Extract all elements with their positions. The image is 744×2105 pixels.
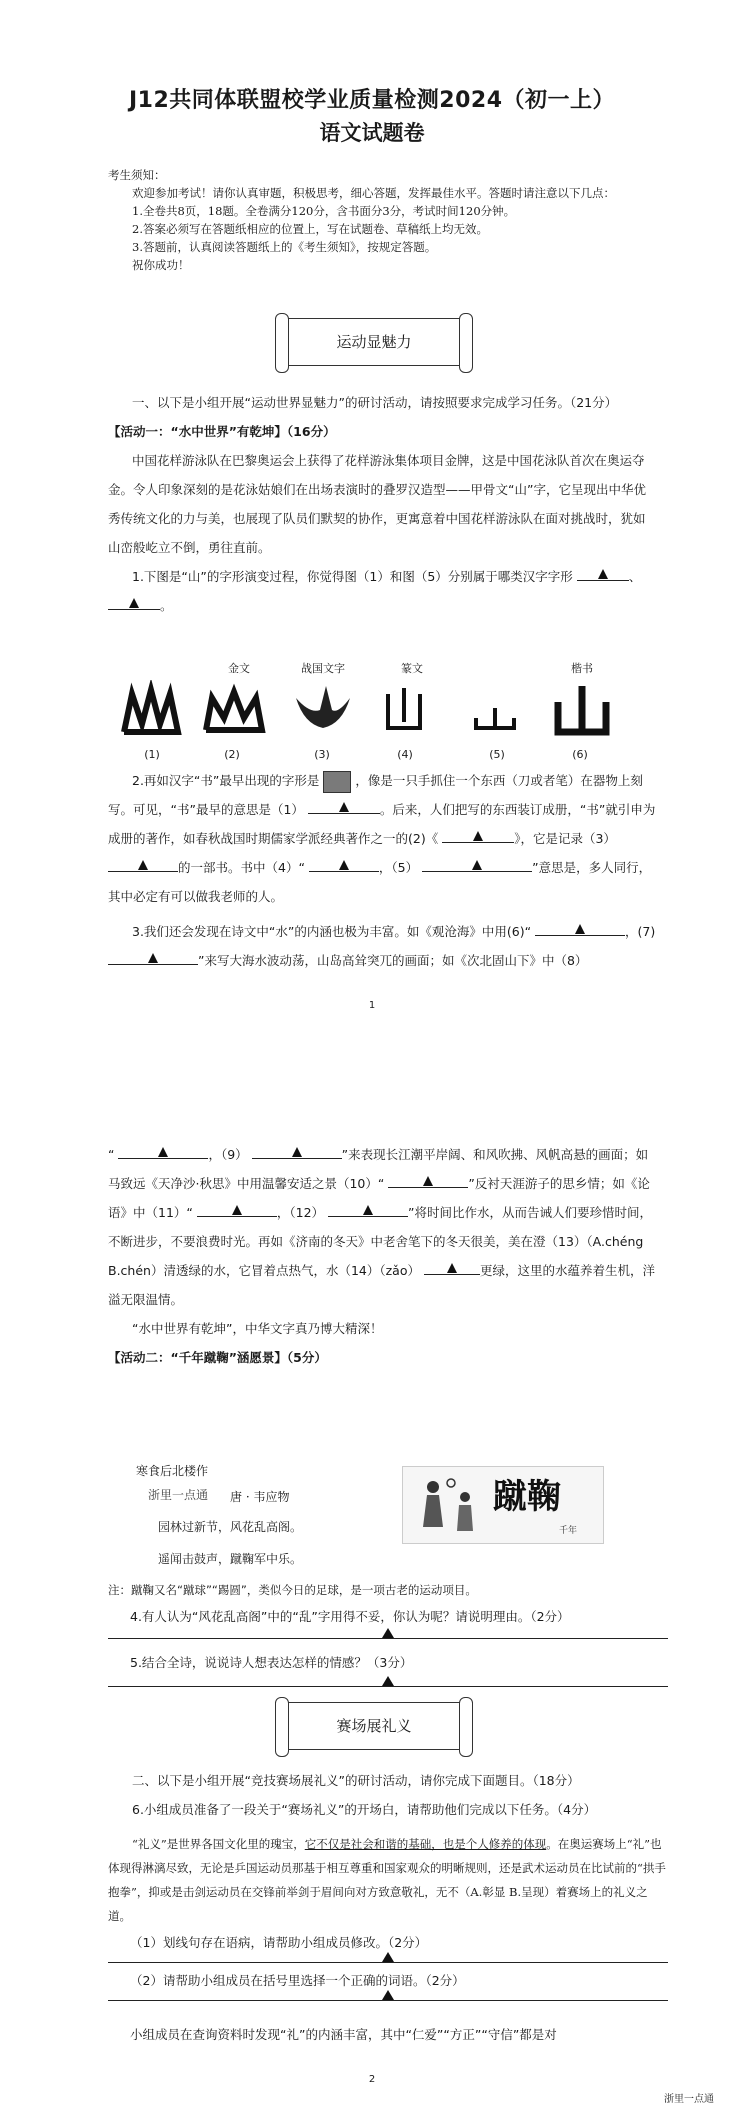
answer-blank[interactable]: [424, 1260, 480, 1275]
answer-blank[interactable]: [388, 1173, 468, 1188]
question-2-3: [108, 766, 656, 975]
answer-marker-icon: [363, 1205, 373, 1215]
notice-block: [108, 166, 668, 274]
notice-intro: 欢迎参加考试！请你认真审题，积极思考，细心答题，发挥最佳水平。答题时请注意以下几点：: [132, 186, 615, 200]
poem-author: 唐 · 韦应物: [230, 1490, 290, 1504]
answer-blank[interactable]: [328, 1202, 408, 1217]
section2-intro: 二、以下是小组开展“竞技赛场展礼义”的研讨活动，请你完成下面题目。（18分）: [132, 1773, 580, 1788]
answer-blank[interactable]: [108, 595, 160, 610]
page-number: 1: [368, 1000, 376, 1011]
answer-marker-icon: [158, 1147, 168, 1157]
answer-marker-icon: [292, 1147, 302, 1157]
poem-note: 注：蹴鞠又名“蹴球”“踢圆”，类似今日的足球，是一项古老的运动项目。: [108, 1583, 477, 1597]
underlined-sentence: 它不仅是社会和谐的基础，也是个人修养的体现: [304, 1837, 547, 1851]
painting-caption: 千年: [559, 1526, 578, 1536]
notice-heading: 考生须知：: [108, 168, 166, 182]
poem-line: 遥闻击鼓声，蹴鞠军中乐。: [158, 1552, 303, 1566]
opening-speech: “礼义”是世界各国文化里的瑰宝，它不仅是社会和谐的基础，也是个人修养的体现。在奥运赛场上“礼”也体现得淋漓尽致，无论是乒国运动员那基于相互尊重和国家观众的明晰规则，还是武术运动员在比试前的“拱手抱拳”，抑或是击剑运动员在交锋前举剑于眉间向对方致意敬礼，无不（A.彰显 B.呈现）着赛场上的礼义之道。: [108, 1837, 666, 1923]
answer-marker-icon: [382, 1952, 394, 1962]
answer-marker-icon: [382, 1676, 394, 1686]
answer-marker-icon: [472, 860, 482, 870]
question-1: 1.下图是“山”的字形演变过程，你觉得图（1）和图（5）分别属于哪类汉字字形 、 。: [108, 562, 656, 620]
glyph-number: (4): [397, 748, 413, 761]
answer-line[interactable]: [108, 1638, 668, 1639]
section1-body: [108, 388, 656, 620]
poem-line: 园林过新节，风花乱高阁。: [158, 1520, 303, 1534]
answer-marker-icon: [382, 1628, 394, 1638]
answer-blank[interactable]: [422, 857, 532, 872]
closing-line: “水中世界有乾坤”，中华文字真乃博大精深！: [132, 1321, 383, 1336]
answer-marker-icon: [339, 860, 349, 870]
answer-marker-icon: [339, 802, 349, 812]
glyph-number: (6): [572, 748, 588, 761]
answer-blank[interactable]: [252, 1144, 342, 1159]
footer-watermark: 浙里一点通: [664, 2094, 714, 2105]
question-5: 5.结合全诗，说说诗人想表达怎样的情感？（3分）: [130, 1655, 413, 1670]
answer-blank[interactable]: [108, 950, 198, 965]
shan-glyph-3-icon: [296, 686, 350, 728]
glyph-label: 金文: [228, 662, 250, 675]
shan-glyph-1-icon: [124, 690, 178, 732]
cuju-painting: [402, 1466, 604, 1544]
answer-blank[interactable]: [577, 566, 629, 581]
answer-blank[interactable]: [108, 857, 178, 872]
shan-glyph-5-icon: [476, 708, 514, 728]
shan-glyph-evolution: [118, 680, 638, 740]
question-1-text: 1.下图是“山”的字形演变过程，你觉得图（1）和图（5）分别属于哪类汉字字形: [132, 569, 573, 584]
answer-marker-icon: [598, 569, 608, 579]
answer-line[interactable]: [108, 1686, 668, 1687]
activity1-heading: 【活动一：“水中世界”有乾坤】（16分）: [108, 424, 336, 439]
answer-line[interactable]: [108, 1962, 668, 1963]
glyph-number: (1): [144, 748, 160, 761]
notice-item: 2.答案必须写在答题纸相应的位置上，写在试题卷、草稿纸上均无效。: [132, 222, 488, 236]
watermark-text: 浙里一点通: [148, 1488, 209, 1502]
answer-marker-icon: [447, 1263, 457, 1273]
answer-blank[interactable]: [535, 921, 625, 936]
glyph-number: (3): [314, 748, 330, 761]
answer-marker-icon: [423, 1176, 433, 1186]
answer-line[interactable]: [108, 2000, 668, 2001]
answer-blank[interactable]: [309, 857, 379, 872]
question-4: 4.有人认为“风花乱高阁”中的“乱”字用得不妥，你认为呢？请说明理由。（2分）: [130, 1609, 570, 1624]
notice-item: 1.全卷共8页，18题。全卷满分120分，含书面分3分，考试时间120分钟。: [132, 204, 516, 218]
answer-marker-icon: [473, 831, 483, 841]
answer-blank[interactable]: [308, 799, 380, 814]
answer-marker-icon: [575, 924, 585, 934]
answer-marker-icon: [148, 953, 158, 963]
answer-blank[interactable]: [118, 1144, 208, 1159]
question-3-continued: [108, 1140, 656, 1372]
activity1-paragraph: 中国花样游泳队在巴黎奥运会上获得了花样游泳集体项目金牌，这是中国花泳队首次在奥运夺金。令人印象深刻的是花泳姑娘们在出场表演时的叠罗汉造型——甲骨文“山”字，它呈现出中华优秀传统文化的力与美，也展现了队员们默契的协作，更寓意着中国花样游泳队在面对挑战时，犹如山峦般屹立不倒，勇往直前。: [108, 453, 646, 555]
answer-marker-icon: [232, 1205, 242, 1215]
painting-title: 蹴鞠: [493, 1477, 561, 1517]
section-banner: 运动显魅力: [288, 318, 460, 366]
sub-question-1: （1）划线句存在语病，请帮助小组成员修改。（2分）: [130, 1935, 428, 1950]
glyph-label: 楷书: [571, 662, 593, 675]
shan-glyph-6-icon: [558, 686, 606, 732]
question-3-cont: “ ，（9） ”来表现长江潮平岸阔、和风吹拂、风帆高悬的画面；如马致远《天净沙·秋思》中用温馨安适之景（10）“ ”反衬天涯游子的思乡情；如《论语》中（11）“ ，（12） ”将时间比作水，从而告诫人们要珍惜时间，不断进步，不要浪费时光。再如《济南的冬天》中老舍笔下的冬天很美，美在澄（13）（A.chéng B.chén）清透绿的水，它冒着点热气，水（14）（zǎo） 更绿，这里的水蕴养着生机，洋溢无限温情。: [108, 1140, 656, 1314]
poem-title: 寒食后北楼作: [136, 1464, 209, 1478]
notice-item: 3.答题前，认真阅读答题纸上的《考生须知》，按规定答题。: [132, 240, 437, 254]
shan-glyph-2-icon: [206, 692, 262, 730]
shu-oracle-image: [323, 771, 351, 793]
section2-paragraph: 小组成员在查询资料时发现“礼”的内涵丰富，其中“仁爱”“方正”“守信”都是对: [130, 2027, 557, 2042]
section1-intro: 一、以下是小组开展“运动世界显魅力”的研讨活动，请按照要求完成学习任务。（21分）: [132, 395, 618, 410]
activity2-heading: 【活动二：“千年蹴鞠”涵愿景】（5分）: [108, 1350, 327, 1365]
section-banner: 赛场展礼义: [288, 1702, 460, 1750]
exam-title: J12共同体联盟校学业质量检测2024（初一上）: [128, 88, 616, 113]
glyph-label: 战国文字: [301, 662, 345, 675]
question-3: 3.我们还会发现在诗文中“水”的内涵也极为丰富。如《观沧海》中用(6)“ ，(7) ”来写大海水波动荡，山岛高耸突兀的画面；如《次北固山下》中（8）: [108, 917, 656, 975]
answer-blank[interactable]: [197, 1202, 277, 1217]
answer-blank[interactable]: [442, 828, 514, 843]
answer-marker-icon: [382, 1990, 394, 2000]
answer-marker-icon: [138, 860, 148, 870]
glyph-label: 篆文: [401, 662, 423, 675]
glyph-number: (5): [489, 748, 505, 761]
answer-marker-icon: [129, 598, 139, 608]
page-number: 2: [368, 2074, 376, 2085]
shan-glyph-4-icon: [388, 688, 420, 728]
section2-body: [108, 1766, 668, 1824]
question-2: 2.再如汉字“书”最早出现的字形是 ，像是一只手抓住一个东西（刀或者笔）在器物上刻写。可见，“书”最早的意思是（1） 。后来，人们把写的东西装订成册，“书”就引申为成册的著作，如春秋战国时期儒家学派经典著作之一的(2)《 》，它是记录（3） 的一部书。书中（4）“ ，（5） ”意思是，多人同行，其中必定有可以做我老师的人。: [108, 766, 656, 911]
sub-question-2: （2）请帮助小组成员在括号里选择一个正确的词语。（2分）: [130, 1973, 465, 1988]
question-6: 6.小组成员准备了一段关于“赛场礼义”的开场白，请帮助他们完成以下任务。（4分）: [132, 1802, 597, 1817]
notice-wish: 祝你成功！: [132, 258, 190, 272]
exam-subtitle: 语文试题卷: [319, 121, 425, 145]
glyph-number: (2): [224, 748, 240, 761]
